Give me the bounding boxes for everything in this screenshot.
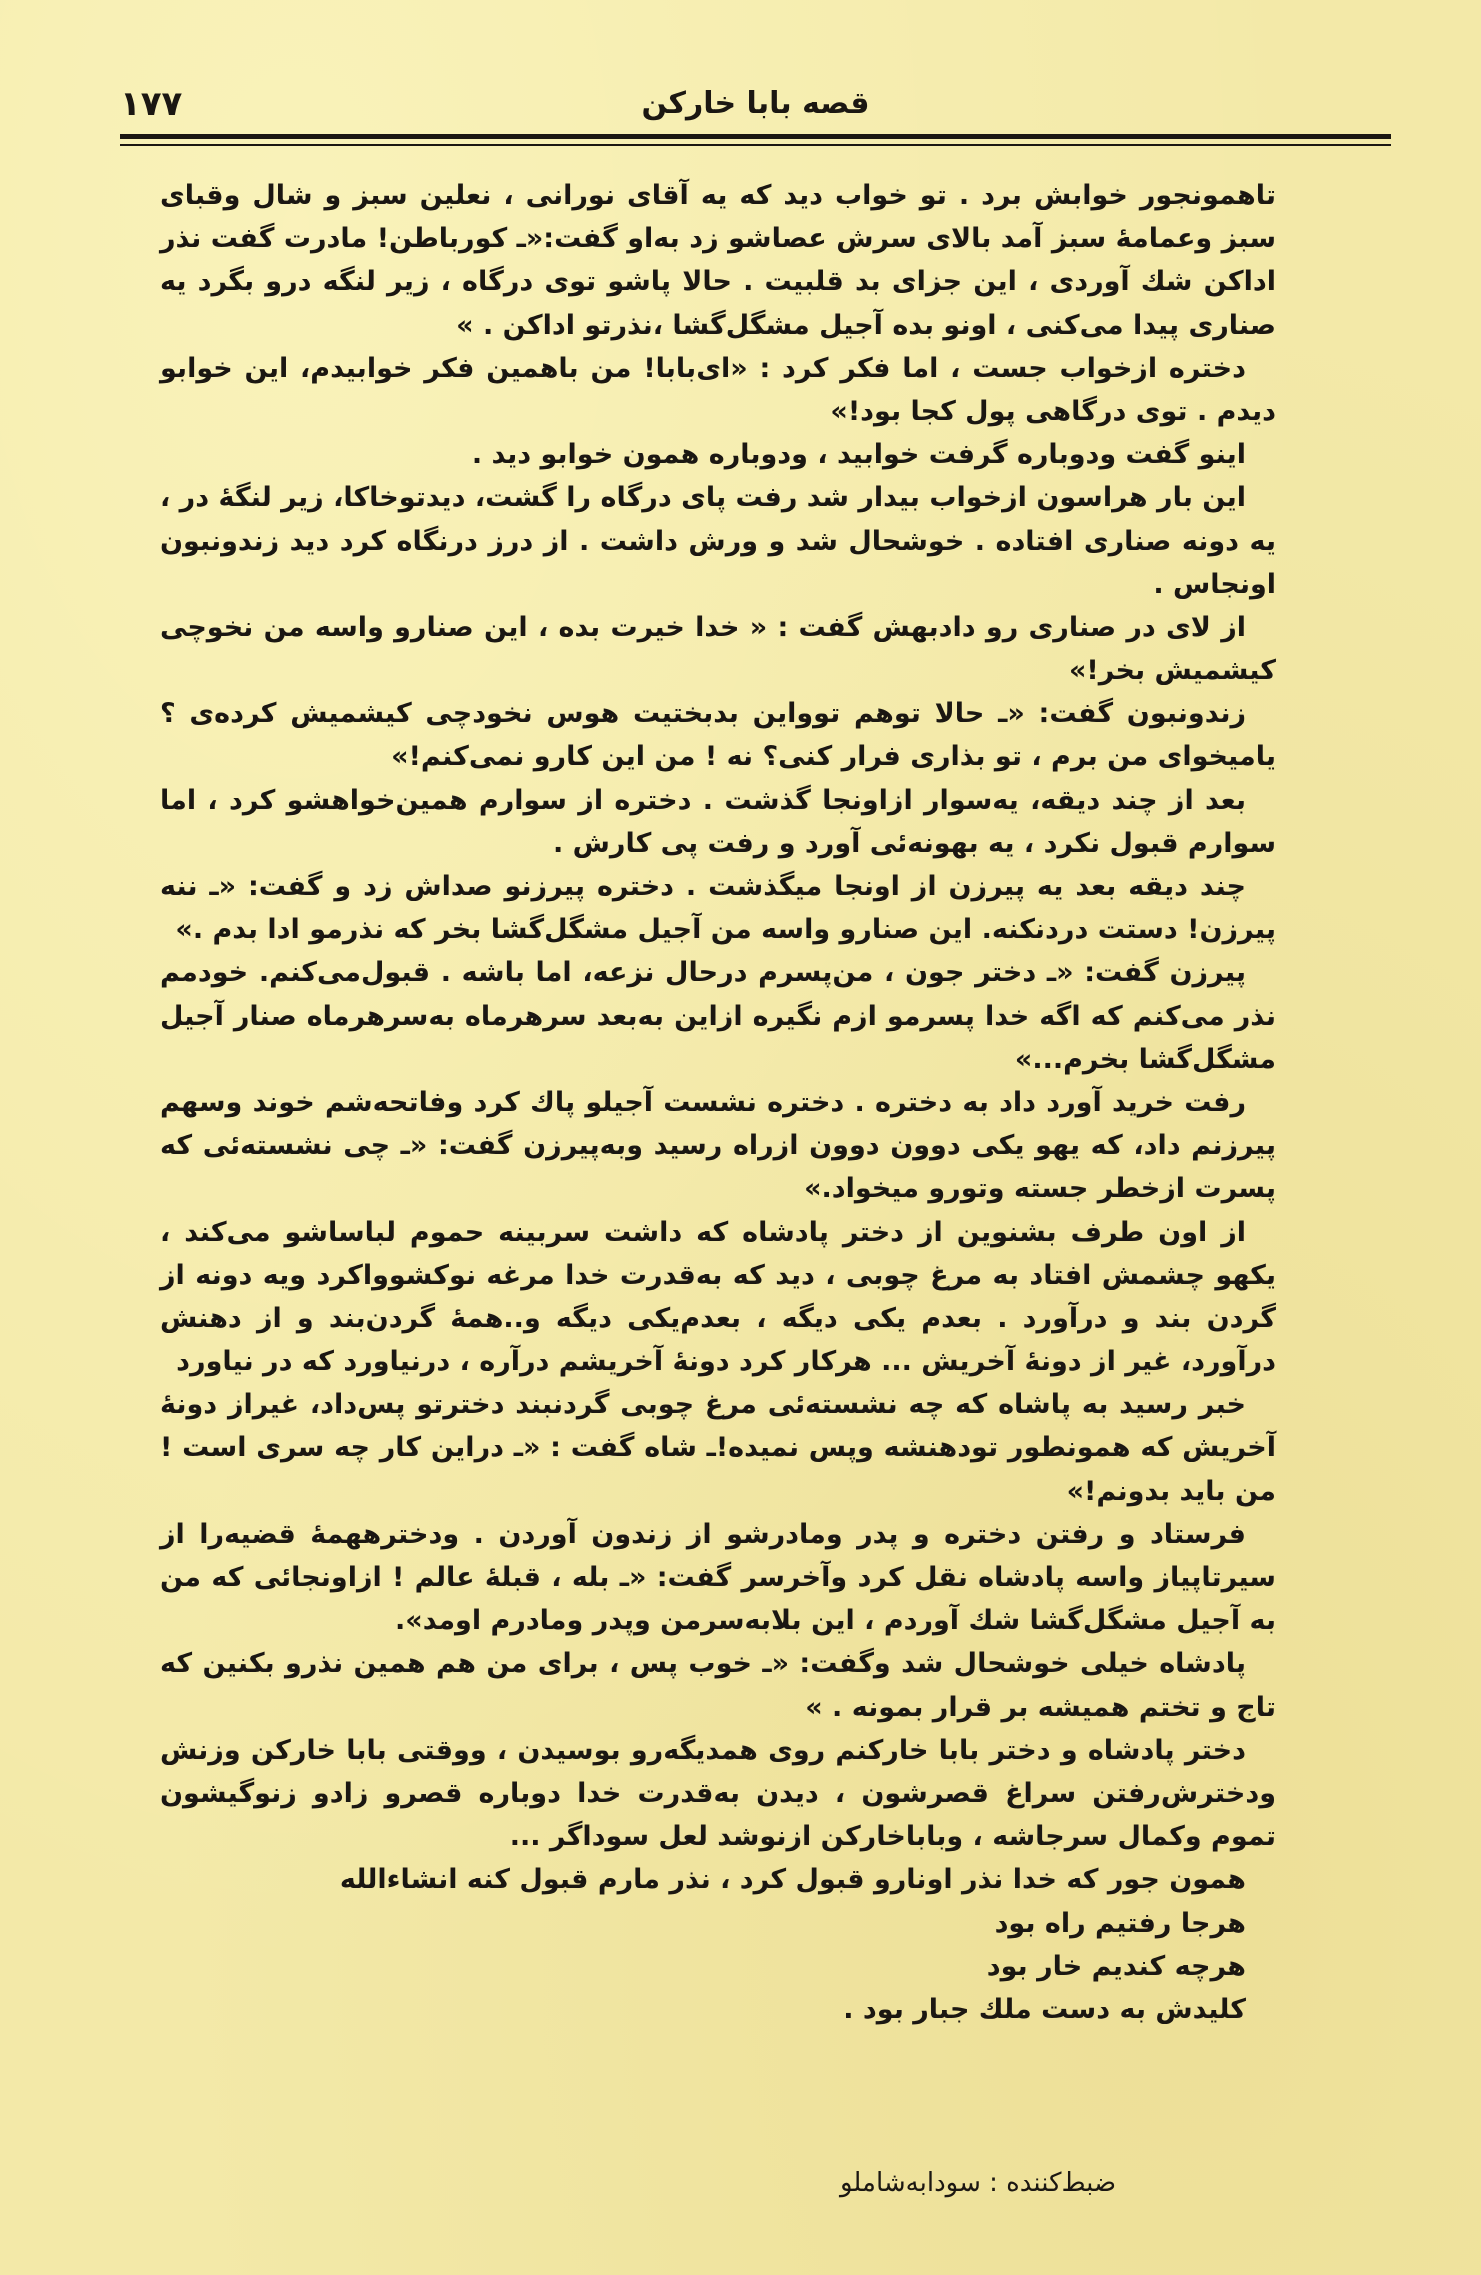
page-header xyxy=(120,80,1391,128)
verse-line: کلیدش به دست ملك جبار بود . xyxy=(843,1993,1246,2025)
verse-line: هرجا رفتیم راه بود xyxy=(994,1907,1246,1939)
paragraph: پیرزن گفت: «ـ دختر جون ، من‌پسرم درحال نزعه، اما باشه . قبول‌می‌کنم. خودمم نذر می‌کنم که اگه خدا پسرمو ازم نگیره ازاین به‌بعد سرهرماه به‌سرهرماه صنار آجیل مشگل‌گشا بخرم...» xyxy=(160,957,1276,1075)
paragraph: زندونبون گفت: «ـ حالا توهم توواین بدبختیت هوس نخودچی کیشمیش کرده‌ی ؟ یامیخوای من برم ، تو بذاری فرار کنی؟ نه ! من این کارو نمی‌کنم!» xyxy=(160,698,1276,773)
verse-line: هرچه کندیم خار بود xyxy=(986,1950,1246,1982)
paragraph: دختره ازخواب جست ، اما فکر کرد : «ای‌بابا! من باهمین فکر خوابیدم، این خوابو دیدم . توی درگاهی پول کجا بود!» xyxy=(160,352,1276,427)
paragraph: از اون طرف بشنوین از دختر پادشاه که داشت سربینه حموم لباساشو می‌کند ، یکهو چشمش افتاد به مرغ چوبی ، دید که به‌قدرت خدا مرغه نوکشوواکرد ویه دونه از گردن بند و درآورد . بعدم یکی دیگه ، بعدم‌یکی دیگه و..همهٔ گردن‌بند و از دهنش درآورد، غیر از دونهٔ آخریش ... هرکار کرد دونهٔ آخریشم درآره ، درنیاورد که در نیاورد xyxy=(160,1216,1276,1378)
paragraph: از لای در صناری رو دادبهش گفت : « خدا خیرت بده ، این صنارو واسه من نخوچی کیشمیش بخر!» xyxy=(160,611,1276,687)
recorder-credit: ضبط‌کننده : سودابه‌شاملو xyxy=(840,2168,1117,2198)
paragraph: فرستاد و رفتن دختره و پدر ومادرشو از زندون آوردن . ودخترههمهٔ قضیه‌را از سیرتاپیاز واسه پادشاه نقل کرد وآخرسر گفت: «ـ بله ، قبلهٔ عالم ! ازاونجائی که من به آجیل مشگل‌گشا شك آوردم ، این بلابه‌سرمن وپدر ومادرم اومد». xyxy=(160,1518,1276,1637)
paragraph: رفت خرید آورد داد به دختره . دختره نشست آجیلو پاك کرد وفاتحه‌شم خوند وسهم پیرزنم داد، که یهو یکی دوون دوون ازراه رسید وبه‌پیرزن گفت: «ـ چی نشسته‌ئی که پسرت ازخطر جسته وتورو میخواد.» xyxy=(160,1086,1276,1205)
paragraph: چند دیقه بعد یه پیرزن از اونجا میگذشت . دختره پیرزنو صداش زد و گفت: «ـ ننه پیرزن! دستت دردنکنه. این صنارو واسه من آجیل مشگل‌گشا بخر که نذرمو ادا بدم .» xyxy=(160,871,1276,946)
page-number: ۱۷۷ xyxy=(120,84,183,124)
running-title: قصه بابا خارکن xyxy=(641,86,870,121)
paragraph: تاهمونجور خوابش برد . تو خواب دید که یه آقای نورانی ، نعلین سبز و شال وقبای سبز وعمامهٔ سبز آمد بالای سرش عصاشو زد به‌او گفت:«ـ کورباطن! مادرت گفت نذر اداکن شك آوردی ، این جزای بد قلبیت . حالا پاشو توی درگاه ، زیر لنگه درو بگرد یه صناری پیدا می‌کنی ، اونو بده آجیل مشگل‌گشا ،نذرتو اداکن . » xyxy=(160,180,1276,341)
poem-intro: همون جور که خدا نذر اونارو قبول کرد ، نذر مارم قبول کنه انشاءالله xyxy=(339,1864,1246,1896)
closing-verse xyxy=(160,1902,1276,2032)
paragraph: بعد از چند دیقه، یه‌سوار ازاونجا گذشت . دختره از سوارم همین‌خواهشو کرد ، اما سوارم قبول نکرد ، یه بهونه‌ئی آورد و رفت پی کارش . xyxy=(160,784,1276,859)
header-rule-thick xyxy=(120,134,1391,139)
paragraph: این بار هراسون ازخواب بیدار شد رفت پای درگاه را گشت، دیدتوخاکا، زیر لنگهٔ در ، یه دونه صناری افتاده . خوشحال شد و ورش داشت . از درز درنگاه کرد دید زندونبون اونجاس . xyxy=(160,482,1276,600)
paragraph: خبر رسید به پاشاه که چه نشسته‌ئی مرغ چوبی گردنبند دخترتو پس‌داد، غیراز دونهٔ آخریش که همونطور تودهنشه وپس نمیده!ـ شاه گفت : «ـ دراین کار چه سری است ! من باید بدونم!» xyxy=(160,1389,1276,1507)
paragraph: اینو گفت ودوباره گرفت خوابید ، ودوباره همون خوابو دید . xyxy=(471,439,1246,471)
story-body xyxy=(160,174,1276,2031)
header-rule-thin xyxy=(120,144,1391,146)
paragraph: دختر پادشاه و دختر بابا خارکنم روی همدیگه‌رو بوسیدن ، ووقتی بابا خارکن وزنش ودخترش‌رفتن سراغ قصرشون ، دیدن به‌قدرت خدا دوباره قصرو زادو زنوگیشون تموم وکمال سرجاشه ، وباباخارکن ازنوشد لعل سوداگر ... xyxy=(160,1734,1276,1853)
paragraph: پادشاه خیلی خوشحال شد وگفت: «ـ خوب پس ، برای من هم همین نذرو بکنین که تاج و تختم همیشه بر قرار بمونه . » xyxy=(160,1648,1276,1723)
